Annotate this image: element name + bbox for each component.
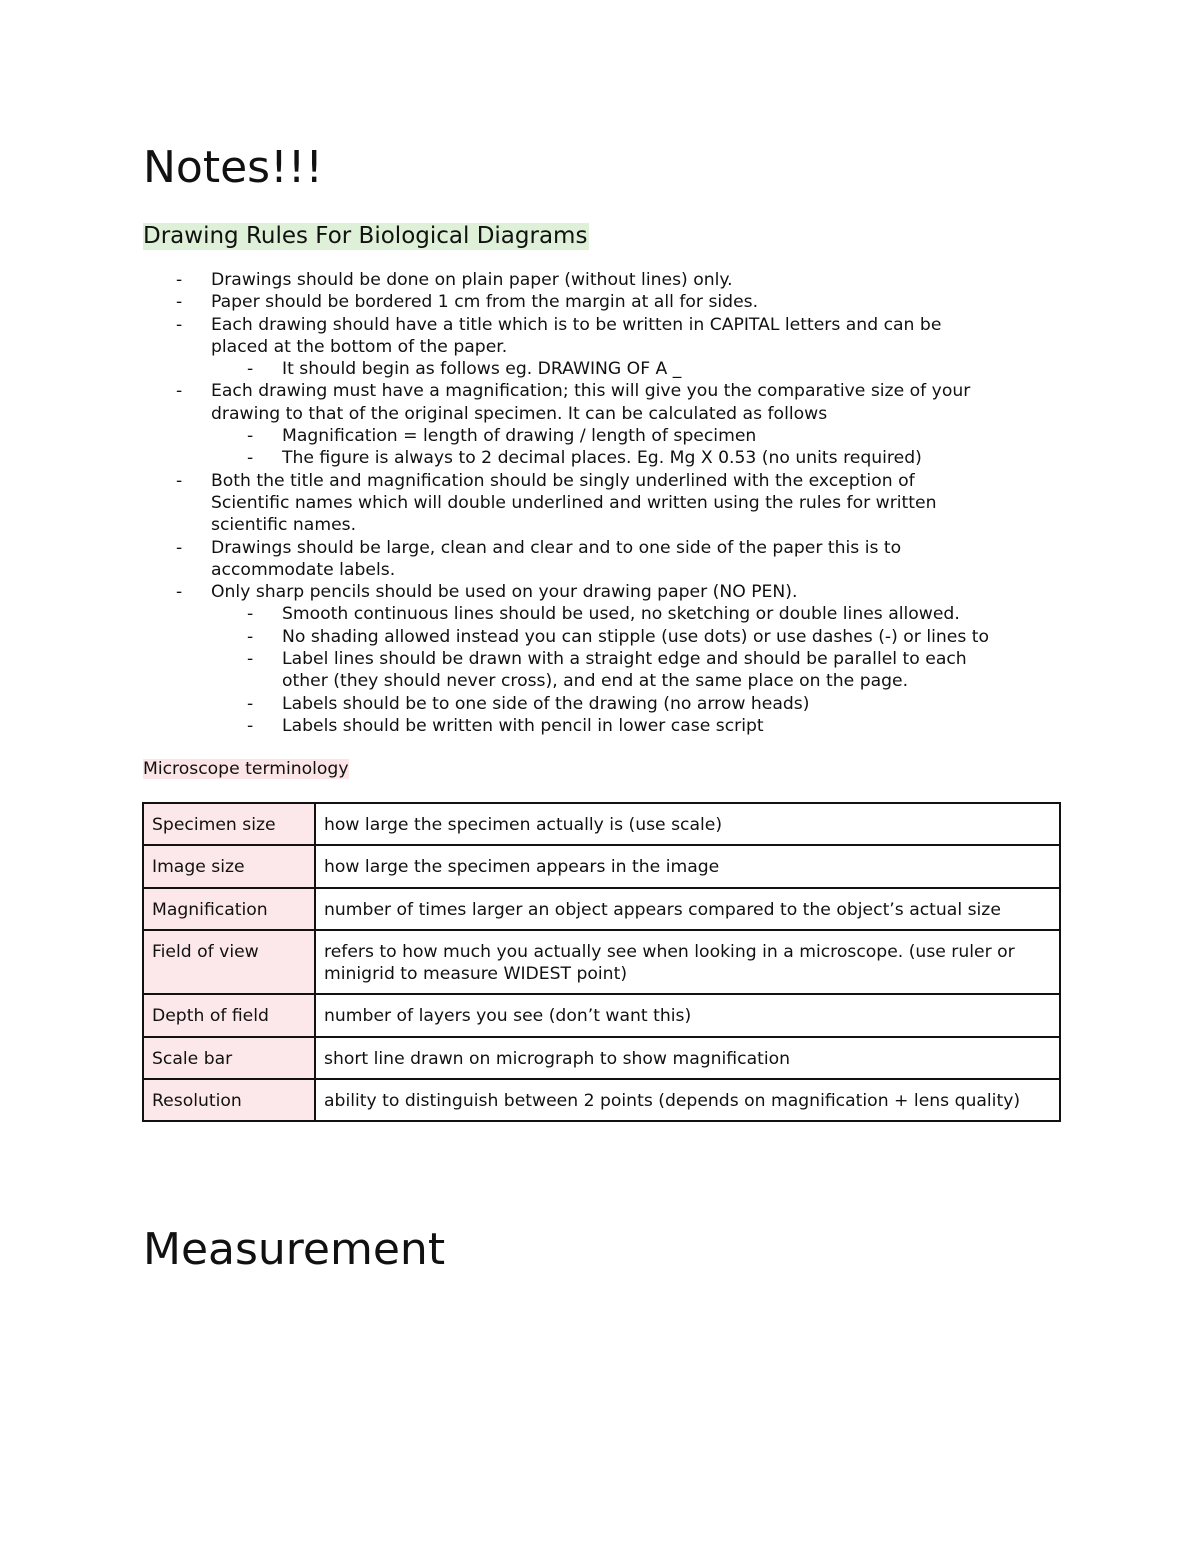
bullet-dash: - — [247, 448, 254, 469]
table-row — [143, 888, 1060, 930]
measurement-title: Measurement — [143, 1224, 446, 1275]
sub-rule-item — [176, 358, 1076, 380]
rule-line: scientific names. — [211, 515, 357, 536]
terminology-table — [142, 802, 1061, 1122]
table-row — [143, 803, 1060, 845]
terminology-table-body — [143, 803, 1060, 1121]
rule-line: accommodate labels. — [211, 559, 396, 580]
bullet-dash: - — [247, 715, 254, 736]
sub-rule-item — [176, 603, 1076, 625]
rule-line: Smooth continuous lines should be used, no sketching or double lines allowed. — [282, 604, 960, 625]
bullet-dash: - — [247, 604, 254, 625]
terminology-heading — [143, 757, 349, 781]
rule-item — [176, 470, 1076, 537]
rule-line: Drawings should be large, clean and clear and to one side of the paper this is to — [211, 537, 902, 558]
definition-cell: number of times larger an object appears compared to the object’s actual size — [315, 888, 1060, 930]
rule-line: Magnification = length of drawing / length of specimen — [282, 426, 757, 447]
rule-item — [176, 269, 1076, 291]
sub-rule-item — [176, 626, 1076, 648]
page-title: Notes!!! — [143, 142, 323, 193]
table-row — [143, 845, 1060, 887]
rule-line: drawing to that of the original specimen. It can be calculated as follows — [211, 403, 828, 424]
definition-cell: how large the specimen appears in the image — [315, 845, 1060, 887]
sub-rule-item — [176, 693, 1076, 715]
section-heading-text: Drawing Rules For Biological Diagrams — [143, 223, 588, 249]
bullet-dash: - — [176, 582, 183, 603]
rule-line: The figure is always to 2 decimal places. Eg. Mg X 0.53 (no units required) — [282, 448, 922, 469]
bullet-dash: - — [176, 470, 183, 491]
term-cell: Magnification — [143, 888, 315, 930]
section-heading — [143, 221, 589, 251]
term-cell: Field of view — [143, 930, 315, 995]
drawing-rules-list — [176, 269, 1076, 737]
definition-cell: short line drawn on micrograph to show magnification — [315, 1037, 1060, 1079]
sub-rule-item — [176, 648, 1076, 693]
bullet-dash: - — [247, 626, 254, 647]
rule-line: Both the title and magnification should be singly underlined with the exception of — [211, 470, 915, 491]
definition-cell: how large the specimen actually is (use scale) — [315, 803, 1060, 845]
sub-rule-item — [176, 447, 1076, 469]
rule-line: other (they should never cross), and end at the same place on the page. — [282, 671, 909, 692]
bullet-dash: - — [176, 292, 183, 313]
rule-line: Labels should be written with pencil in lower case script — [282, 715, 764, 736]
bullet-dash: - — [247, 359, 254, 380]
bullet-dash: - — [176, 314, 183, 335]
rule-line: No shading allowed instead you can stipple (use dots) or use dashes (-) or lines to — [282, 626, 990, 647]
definition-cell: ability to distinguish between 2 points (depends on magnification + lens quality) — [315, 1079, 1060, 1121]
rule-item — [176, 314, 1076, 359]
term-cell: Image size — [143, 845, 315, 887]
rule-line: Only sharp pencils should be used on your drawing paper (NO PEN). — [211, 582, 798, 603]
sub-rule-item — [176, 425, 1076, 447]
table-row — [143, 1079, 1060, 1121]
bullet-dash: - — [247, 693, 254, 714]
term-cell: Depth of field — [143, 994, 315, 1036]
bullet-dash: - — [176, 270, 183, 290]
bullet-dash: - — [247, 426, 254, 447]
rule-line: Each drawing must have a magnification; this will give you the comparative size of your — [211, 381, 971, 402]
definition-cell: refers to how much you actually see when looking in a microscope. (use ruler or minigrid to measure WIDEST point) — [315, 930, 1060, 995]
rule-line: Each drawing should have a title which is to be written in CAPITAL letters and can be — [211, 314, 942, 335]
rule-item — [176, 537, 1076, 582]
bullet-dash: - — [176, 381, 183, 402]
term-cell: Specimen size — [143, 803, 315, 845]
rule-line: Scientific names which will double underlined and written using the rules for written — [211, 492, 937, 513]
rule-item — [176, 380, 1076, 425]
term-cell: Scale bar — [143, 1037, 315, 1079]
rule-line: Paper should be bordered 1 cm from the margin at all for sides. — [211, 292, 759, 313]
rule-line: It should begin as follows eg. DRAWING OF A _ — [282, 359, 682, 380]
table-row — [143, 1037, 1060, 1079]
table-row — [143, 930, 1060, 995]
rule-line: Labels should be to one side of the drawing (no arrow heads) — [282, 693, 810, 714]
rule-line: Label lines should be drawn with a straight edge and should be parallel to each — [282, 649, 967, 670]
rule-item — [176, 291, 1076, 313]
term-cell: Resolution — [143, 1079, 315, 1121]
sub-rule-item — [176, 715, 1076, 737]
rule-line: Drawings should be done on plain paper (without lines) only. — [211, 270, 733, 290]
rule-line: placed at the bottom of the paper. — [211, 336, 508, 357]
bullet-dash: - — [176, 537, 183, 558]
definition-cell: number of layers you see (don’t want this) — [315, 994, 1060, 1036]
terminology-heading-text: Microscope terminology — [143, 759, 349, 779]
table-row — [143, 994, 1060, 1036]
bullet-dash: - — [247, 649, 254, 670]
rule-item — [176, 581, 1076, 603]
